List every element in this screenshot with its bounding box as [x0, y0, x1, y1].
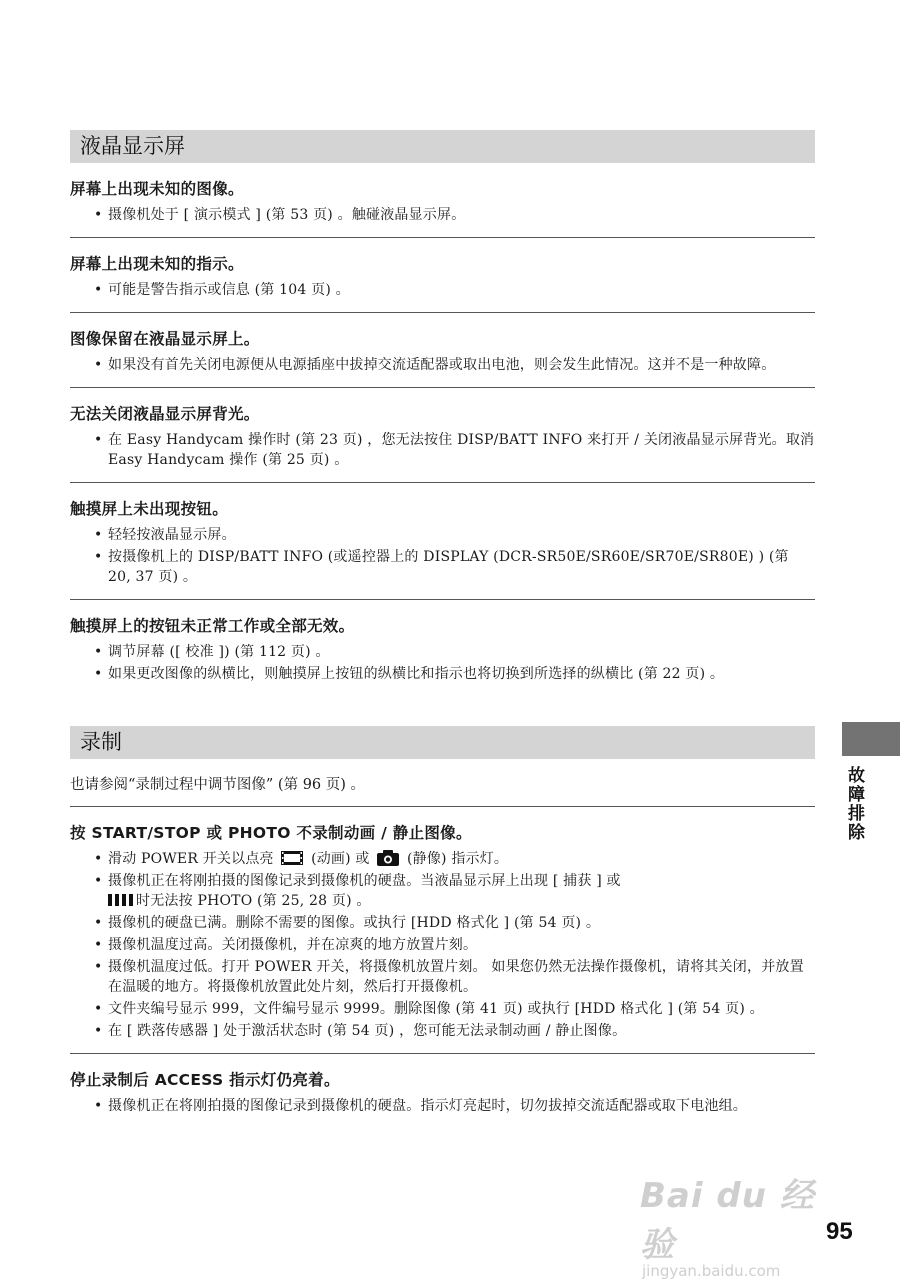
- entry-backlight: [70, 388, 815, 483]
- bullet-list: [70, 525, 815, 587]
- entry-title: 图像保留在液晶显示屏上。: [70, 330, 260, 348]
- entry-title: 触摸屏上未出现按钮。: [70, 500, 229, 518]
- entry-unknown-image: [70, 163, 815, 238]
- capturing-bars-icon: [108, 894, 134, 906]
- entry-cannot-record: [70, 807, 815, 1054]
- bullet-item: • 摄像机正在将刚拍摄的图像记录到摄像机的硬盘。指示灯亮起时，切勿拔掉交流适配器或取下电池组。: [108, 1096, 815, 1116]
- entry-title: 屏幕上出现未知的图像。: [70, 180, 244, 198]
- entry-title: 屏幕上出现未知的指示。: [70, 255, 244, 273]
- bullet-item: [108, 849, 815, 869]
- entry-no-buttons: [70, 483, 815, 600]
- movie-mode-icon: [281, 851, 303, 865]
- bullet-item: • 摄像机温度过低。打开 POWER 开关，将摄像机放置片刻。 如果您仍然无法操作摄像机，请将其关闭，并放置在温暖的地方。将摄像机放置此处片刻，然后打开摄像机。: [108, 957, 815, 997]
- bullet-item: • 如果更改图像的纵横比，则触摸屏上按钮的纵横比和指示也将切换到所选择的纵横比 (第 22 页) 。: [108, 664, 815, 684]
- bullet-text: 滑动 POWER 开关以点亮: [108, 851, 274, 867]
- bullet-item: • 摄像机处于 [ 演示模式 ] (第 53 页) 。触碰液晶显示屏。: [108, 205, 815, 225]
- page-content: [70, 130, 815, 1128]
- bullet-item: [108, 871, 815, 911]
- entry-image-remains: [70, 313, 815, 388]
- side-tab-marker: [842, 722, 900, 756]
- watermark-url: jingyan.baidu.com: [642, 1262, 781, 1280]
- entry-title: 按 START/STOP 或 PHOTO 不录制动画 / 静止图像。: [70, 824, 472, 842]
- bullet-item: • 文件夹编号显示 999，文件编号显示 9999。删除图像 (第 41 页) 或执行 [HDD 格式化 ] (第 54 页) 。: [108, 999, 815, 1019]
- bullet-item: • 轻轻按液晶显示屏。: [108, 525, 815, 545]
- bullet-item: • 摄像机温度过高。关闭摄像机，并在凉爽的地方放置片刻。: [108, 935, 815, 955]
- bullet-list: [70, 642, 815, 684]
- watermark-logo: Bai du 经验: [640, 1176, 815, 1265]
- entry-access-lamp: [70, 1054, 815, 1128]
- entry-unknown-indicator: [70, 238, 815, 313]
- bullet-item: • 按摄像机上的 DISP/BATT INFO (或遥控器上的 DISPLAY (DCR-SR50E/SR60E/SR70E/SR80E) ) (第 20, 37 页) 。: [108, 547, 815, 587]
- bullet-text: (动画) 或: [311, 851, 370, 867]
- bullet-item: • 摄像机的硬盘已满。删除不需要的图像。或执行 [HDD 格式化 ] (第 54 页) 。: [108, 913, 815, 933]
- entry-title: 触摸屏上的按钮未正常工作或全部无效。: [70, 617, 355, 635]
- bullet-text: 时无法按 PHOTO (第 25, 28 页) 。: [136, 893, 371, 909]
- entry-title: 无法关闭液晶显示屏背光。: [70, 405, 260, 423]
- section-header-recording: 录制: [70, 726, 815, 759]
- see-also-note: 也请参阅“录制过程中调节图像” (第 96 页) 。: [70, 759, 815, 807]
- bullet-text: (静像) 指示灯。: [406, 851, 509, 867]
- bullet-list: [70, 430, 815, 470]
- page-number: 95: [826, 1218, 853, 1245]
- entry-title: 停止录制后 ACCESS 指示灯仍亮着。: [70, 1071, 340, 1089]
- side-tab-label: 故障排除: [844, 766, 864, 842]
- bullet-list: [70, 280, 815, 300]
- bullet-item: • 如果没有首先关闭电源便从电源插座中拔掉交流适配器或取出电池，则会发生此情况。这并不是一种故障。: [108, 355, 815, 375]
- bullet-item: • 在 [ 跌落传感器 ] 处于激活状态时 (第 54 页) ，您可能无法录制动画 / 静止图像。: [108, 1021, 815, 1041]
- camera-still-icon: [377, 850, 399, 866]
- bullet-item: • 调节屏幕 ([ 校准 ]) (第 112 页) 。: [108, 642, 815, 662]
- bullet-list: [70, 1096, 815, 1116]
- bullet-item: • 可能是警告指示或信息 (第 104 页) 。: [108, 280, 815, 300]
- bullet-list: [70, 849, 815, 1041]
- bullet-list: [70, 355, 815, 375]
- entry-buttons-malfunction: [70, 600, 815, 696]
- bullet-list: [70, 205, 815, 225]
- bullet-text: 摄像机正在将刚拍摄的图像记录到摄像机的硬盘。当液晶显示屏上出现 [ 捕获 ] 或: [108, 873, 621, 889]
- section-header-lcd: 液晶显示屏: [70, 130, 815, 163]
- bullet-item: • 在 Easy Handycam 操作时 (第 23 页) ，您无法按住 DISP/BATT INFO 来打开 / 关闭液晶显示屏背光。取消 Easy Handycam 操作 (第 25 页) 。: [108, 430, 815, 470]
